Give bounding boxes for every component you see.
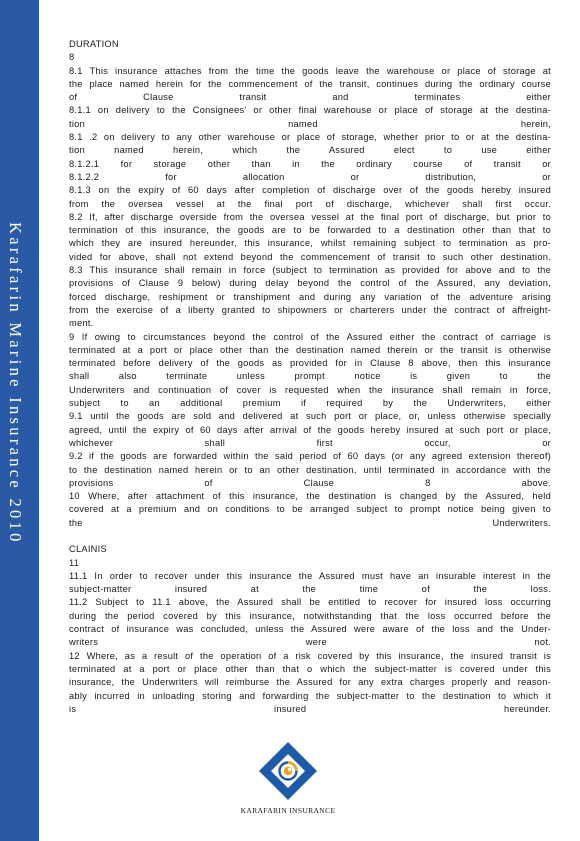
text-line: terminated before delivery of the goods as provided for in Clause 8 above, then this insurance (69, 358, 551, 369)
section-duration-text (69, 51, 551, 530)
text-line: the place named herein for the commencement of the transit, continues during the ordinary course (69, 78, 551, 89)
text-line: tion named herein, which the Assured elect to use either (69, 145, 551, 156)
text-line: is insured hereunder. (69, 703, 551, 714)
text-line: during the period covered by this insurance, notwithstanding that the loss occurred before the (69, 610, 551, 621)
section-heading-duration: DURATION (69, 39, 119, 49)
text-line: covered at a premium and on conditions to be arranged subject to prompt notice being given to (69, 504, 551, 515)
text-line: 12 Where, as a result of the operation of a risk covered by this insurance, the insured transit is (69, 650, 551, 661)
text-line: 9.1 until the goods are sold and delivered at such port or place, or, unless otherwise specially (69, 411, 551, 422)
text-line: whichever shall first occur, or (69, 437, 551, 448)
sidebar-title: Karafarin Marine Insurance 2010 (6, 222, 25, 545)
text-line: provisions of Clause 9 below) during delay beyond the control of the Assured, any deviation, (69, 278, 551, 289)
text-line: contract of insurance was concluded, unless the Assured were aware of the loss and the Under- (69, 624, 551, 635)
text-line: provisions of Clause 8 above. (69, 477, 551, 488)
text-line: tion named herein, (69, 118, 551, 129)
text-line: 8.3 This insurance shall remain in force (subject to termination as provided for above and to the (69, 265, 551, 276)
text-line: the Underwriters. (69, 517, 551, 528)
text-line: 8.1.2.1 for storage other than in the ordinary course of transit or (69, 158, 551, 169)
karafarin-logo-icon (258, 741, 318, 801)
sidebar (0, 0, 39, 841)
text-line: from the exercise of a liberty granted to shipowners or charterers under the contract of affreight- (69, 304, 551, 315)
text-line: vided for above, shall not extend beyond the commencement of transit to such other destination. (69, 251, 551, 262)
text-line: 9.2 if the goods are forwarded within the said period of 60 days (or any agreed extension thereof) (69, 451, 551, 462)
text-line: 9 If owing to circumstances beyond the control of the Assured either the contract of carriage is (69, 331, 551, 342)
text-line: 8.1 This insurance attaches from the time the goods leave the warehouse or place of storage at (69, 65, 551, 76)
logo-caption: KARAFARIN INSURANCE (240, 806, 336, 815)
text-line: ment. (69, 318, 94, 329)
text-line: terminated at a port or place other than that o which the subject-matter is covered under this (69, 663, 551, 674)
text-line: 11.2 Subject to 11.1 above, the Assured shall be entitled to recover for insured loss occurring (69, 597, 551, 608)
text-line: 8 (69, 52, 75, 63)
section-heading-claims: CLAINIS (69, 544, 107, 555)
text-line: shall also terminate unless prompt notice is given to the (69, 371, 551, 382)
text-line: 11.1 In order to recover under this insurance the Assured must have an insurable interest in the (69, 570, 551, 581)
text-line: forced discharge, reshipment or transhipment and during any variation of the adventure arising (69, 291, 551, 302)
text-line: of Clause transit and terminates either (69, 92, 551, 103)
text-line: Underwriters and continuation of cover is requested when the insurance shall remain in force, (69, 384, 551, 395)
text-line: agreed, until the expiry of 60 days after arrival of the goods hereby insured at such port or place, (69, 424, 551, 435)
text-line: 8.1.3 on the expiry of 60 days after completion of discharge over of the goods hereby insured (69, 185, 551, 196)
text-line: subject to an additional premium if required by the Underwriters, either (69, 398, 551, 409)
text-line: to the destination named herein or to an other destination, until terminated in accordance with the (69, 464, 551, 475)
text-line: writers were not. (69, 637, 551, 648)
text-line: 8.1 .2 on delivery to any other warehouse or place of storage, whether prior to or at the destina- (69, 132, 551, 143)
text-line: 11 (69, 557, 80, 568)
text-line: 10 Where, after attachment of this insurance, the destination is changed by the Assured, held (69, 491, 551, 502)
text-line: 8.1.1 on delivery to the Consignees' or other final warehouse or place of storage at the destina- (69, 105, 551, 116)
text-line: which they are insured hereunder, this insurance, whilst remaining subject to termination as pro- (69, 238, 551, 249)
text-line: 8.1.2.2 for allocation or distribution, or (69, 171, 551, 182)
text-line: 8.2 If, after discharge overside from the oversea vessel at the final port of discharge, but prior to (69, 211, 551, 222)
section-spacer (69, 530, 551, 543)
document-body (69, 38, 551, 716)
text-line: insurance, the Underwriters will reimburse the Assured for any extra charges properly and reason- (69, 677, 551, 688)
text-line: subject-matter insured at the time of the loss. (69, 584, 551, 595)
text-line: terminated at a port or place other than the destination named therein or the transit is otherwise (69, 344, 551, 355)
text-line: from the oversea vessel at the final port of discharge, whichever shall first occur. (69, 198, 551, 209)
text-line: termination of this insurance, the goods are to be forwarded to a destination other than that to (69, 225, 551, 236)
text-line: ably incurred in unloading storing and forwarding the subject-matter to the destination to which it (69, 690, 551, 701)
section-claims-text (69, 557, 551, 717)
